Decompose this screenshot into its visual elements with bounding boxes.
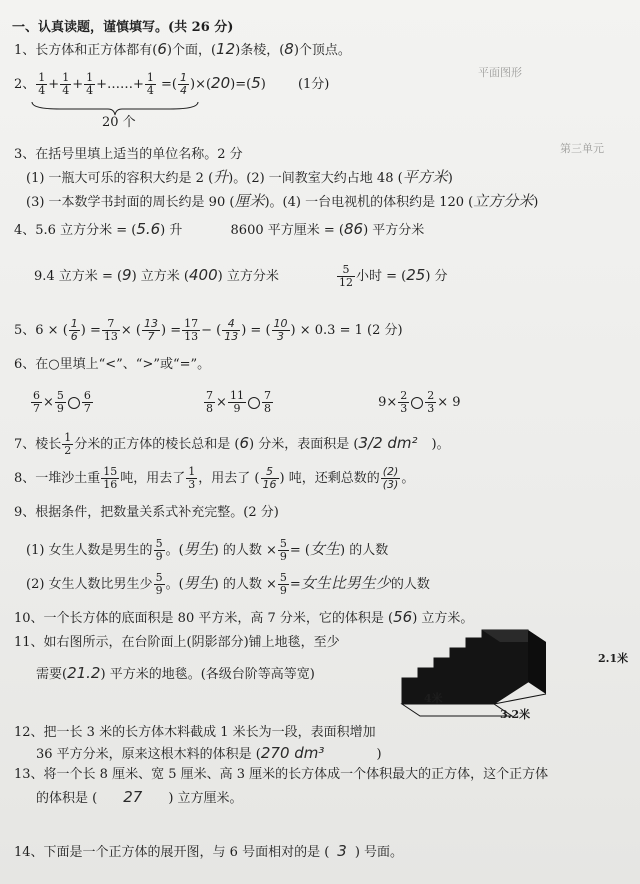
answer: 56	[393, 608, 413, 626]
fraction: $\frac{7}{13}$	[103, 317, 118, 343]
answer: 5.6	[136, 220, 161, 238]
ghost-text: 第三单元	[560, 142, 604, 155]
answer-fraction: $\frac{4}{13}$	[224, 317, 239, 343]
fraction: $\frac{17}{13}$	[184, 317, 199, 343]
answer-fraction: $\frac{10}{3}$	[273, 317, 288, 343]
question-11-line-1: 11、如右图所示，在台阶面上(阴影部分)铺上地毯，至少	[14, 635, 340, 650]
answer: 86	[343, 220, 364, 238]
answer-fraction: $\frac{5}{16}$	[262, 465, 277, 491]
question-9-line-1: (1) 女生人数是男生的 $\frac{5}{9}$ 。(男生) 的人数 × $\frac{5}{9}$ = (女生) 的人数	[26, 537, 389, 563]
question-12-line-1: 12、把一长 3 米的长方体木料截成 1 米长为一段，表面积增加	[14, 725, 376, 740]
answer: 6	[157, 40, 167, 58]
question-4-line-1: 4、5.6 立方分米 = (5.6) 升 8600 平方厘米 = (86) 平方分米	[14, 220, 425, 238]
question-9-line-2: (2) 女生人数比男生少 $\frac{5}{9}$ 。(男生) 的人数 × $\frac{5}{9}$ =女生比男生少的人数	[26, 571, 430, 597]
fraction: $\frac{1}{4}$	[146, 71, 154, 97]
answer: 女生比男生少	[300, 574, 391, 592]
fraction: $\frac{5}{12}$	[339, 263, 354, 289]
answer: 升	[213, 168, 229, 186]
answer: 男生	[183, 540, 214, 558]
question-3-title: 3、在括号里填上适当的单位名称。2 分	[14, 147, 243, 162]
compare-circle[interactable]	[248, 397, 260, 409]
compare-circle[interactable]	[411, 397, 423, 409]
fraction: $\frac{1}{4}$	[38, 71, 46, 97]
answer-fraction: $\frac{1}{6}$	[70, 317, 78, 343]
answer: 男生	[183, 574, 214, 592]
fraction: $\frac{1}{4}$	[86, 71, 94, 97]
question-2: 2、 $\frac{1}{4}$ + $\frac{1}{4}$ + $\frac{1}{4}$ +……+ $\frac{1}{4}$ =( $\frac{1}{4}$ )×(20)=(5) (1分)	[14, 71, 330, 97]
answer: 3/2 dm²	[358, 434, 418, 452]
question-5: 5、6 × ( $\frac{1}{6}$ ) = $\frac{7}{13}$ × ( $\frac{13}{7}$ ) = $\frac{17}{13}$ − ( $\frac{4}{13}$ ) = ( $\frac{10}{3}$ ) × 0.3 = 1 (2 分)	[14, 317, 403, 343]
question-11-line-2: 需要(21.2) 平方米的地毯。(各级台阶等高等宽)	[36, 664, 315, 682]
question-9-title: 9、根据条件，把数量关系式补充完整。(2 分)	[14, 505, 279, 520]
answer: 平方米	[402, 168, 448, 186]
answer-fraction: $\frac{13}{7}$	[144, 317, 158, 343]
dimension-label: 4米	[424, 692, 443, 705]
dimension-label: 3.2米	[500, 708, 531, 721]
answer: 270 dm³	[260, 744, 325, 762]
fraction: $\frac{1}{4}$	[62, 71, 70, 97]
question-1: 1、长方体和正方体都有(6)个面，(12)条棱，(8)个顶点。	[14, 40, 351, 58]
answer: 女生	[310, 540, 341, 558]
question-4-line-2: 9.4 立方米 = (9) 立方米 (400) 立方分米 $\frac{5}{12}$ 小时 = (25) 分	[34, 263, 448, 289]
answer: 25	[406, 266, 426, 284]
question-3-line-2: (3) 一本数学书封面的周长约是 90 (厘米)。(4) 一台电视机的体积约是 120 (立方分米)	[26, 192, 539, 210]
question-7: 7、棱长 $\frac{1}{2}$ 分米的正方体的棱长总和是 (6) 分米，表面积是 (3/2 dm² )。	[14, 431, 450, 457]
section-title: 一、认真读题，谨慎填写。(共 26 分)	[12, 20, 234, 35]
answer: 6	[239, 434, 250, 452]
answer: 21.2	[67, 664, 101, 682]
answer: 8	[284, 40, 294, 58]
brace-label: 20 个	[102, 115, 136, 130]
question-13-line-2: 的体积是 ( 27 ) 立方厘米。	[36, 788, 243, 806]
answer: 20	[211, 74, 231, 92]
question-13-line-1: 13、将一个长 8 厘米、宽 5 厘米、高 3 厘米的长方体成一个体积最大的正方体，这个正方体	[14, 767, 549, 782]
dimension-label: 2.1米	[598, 652, 629, 665]
answer-fraction: $\frac{1}{4}$	[180, 71, 187, 97]
question-3-line-1: (1) 一瓶大可乐的容积大约是 2 (升)。(2) 一间教室大约占地 48 (平方米)	[26, 168, 453, 186]
answer: 3	[337, 842, 347, 860]
question-10: 10、一个长方体的底面积是 80 平方米，高 7 分米，它的体积是 (56) 立方米。	[14, 608, 474, 626]
answer: 立方分米	[473, 192, 534, 210]
question-6-expressions: $\frac{6}{7}$ × $\frac{5}{9}$ $\frac{6}{7}$ $\frac{7}{8}$ × $\frac{11}{9}$ $\frac{7}{8}$ 9× $\frac{2}{3}$ $\frac{2}{3}$ × 9	[33, 389, 461, 415]
answer-fraction: $\frac{(2)}{(3)}$	[382, 465, 399, 491]
answer: 27	[123, 788, 143, 806]
question-8: 8、一堆沙土重 $\frac{15}{16}$ 吨，用去了 $\frac{1}{3}$ ，用去了 ( $\frac{5}{16}$ ) 吨，还剩总数的 $\frac{(2)}{(3)}$ 。	[14, 465, 415, 491]
answer: 12	[216, 40, 236, 58]
compare-circle[interactable]	[68, 397, 80, 409]
ghost-text: 平面图形	[478, 66, 522, 79]
answer: 5	[251, 74, 261, 92]
question-12-line-2: 36 平方分米，原来这根木料的体积是 (270 dm³ )	[36, 744, 382, 762]
answer: 400	[189, 266, 218, 284]
answer: 9	[122, 266, 132, 284]
question-14: 14、下面是一个正方体的展开图，与 6 号面相对的是 ( 3 ) 号面。	[14, 842, 404, 860]
question-6-title: 6、在○里填上“<”、“>”或“=”。	[14, 357, 211, 372]
answer: 厘米	[234, 192, 265, 210]
